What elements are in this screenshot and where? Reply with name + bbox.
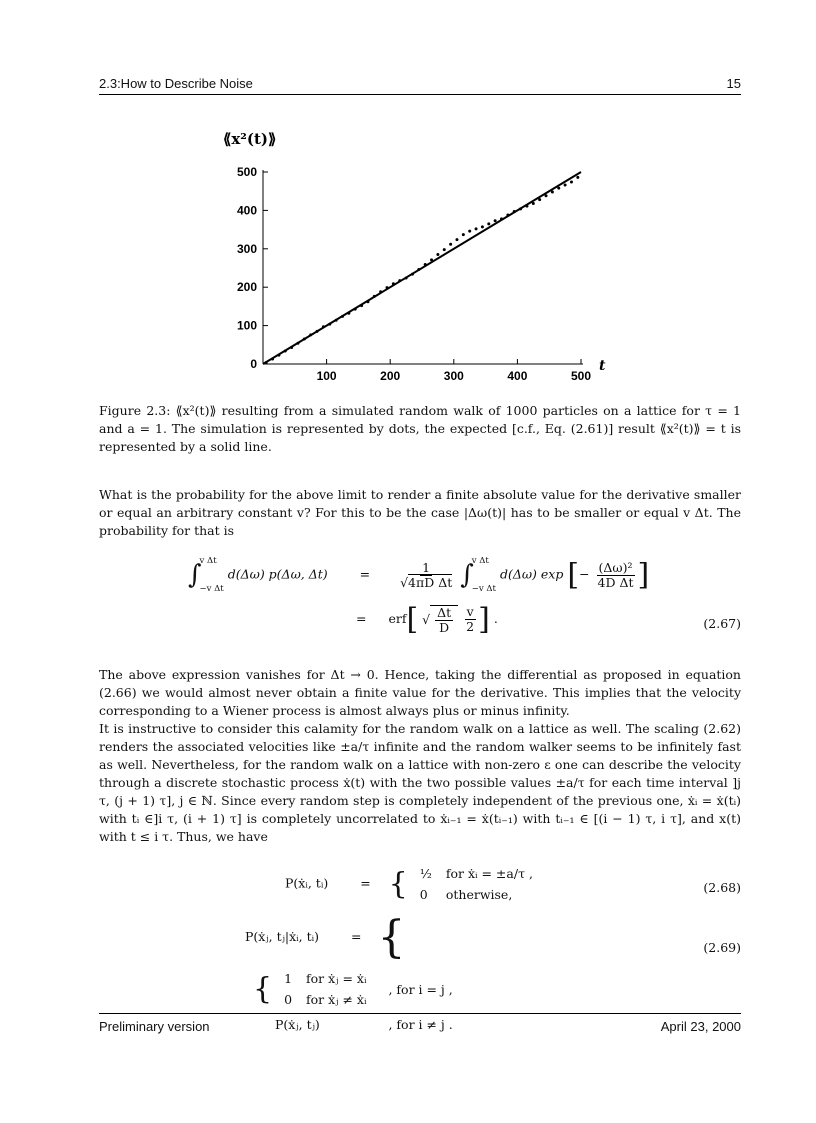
sim-dot [570, 180, 573, 183]
y-axis-label: ⟪x²(t)⟫ [223, 130, 277, 148]
paragraph-1: What is the probability for the above limit to render a finite absolute value for the derivative smaller or equal an arbitrary constant v? For this to be the case |Δω(t)| has to be smaller or equal v Δt. The probability for that is [99, 487, 741, 538]
page-number: 15 [726, 76, 741, 91]
int-upper: v Δt [199, 556, 217, 566]
equation-2-67-line2: = erf[ √ $\frac{\Delta t}{D}$ $\frac{v}{2}$ ] . [356, 602, 498, 637]
sim-dot [487, 222, 490, 225]
equation-2-67-line1: ∫ v Δt −v Δt d(Δω) p(Δω, Δt) = $\frac{1}{\text{√4πD Δt}}$ ∫ v Δt −v Δt d(Δω) exp [− $\frac{\text{(Δω)²}}{\text{4D Δt}}$ ] [188, 556, 650, 594]
equation-2-69: P(ẋⱼ, tⱼ|ẋᵢ, tᵢ) = { { 1 for ẋⱼ = ẋᵢ 0 for ẋⱼ ≠ ẋᵢ , for i = j , P(ẋⱼ, tⱼ) , for i ≠ j . [245, 912, 453, 1032]
sim-dot [455, 238, 458, 241]
equation-number-2-68: (2.68) [703, 880, 741, 895]
int-lower: −v Δt [199, 584, 224, 594]
figure-caption: Figure 2.3: ⟪x²(t)⟫ resulting from a simulated random walk of 1000 particles on a lattice for τ = 1 and a = 1. The simulation is represented by dots, the expected [c.f., Eq. (2.61)] result ⟪x²(t)⟫ = t is represented by a solid line. [99, 403, 741, 454]
paragraph-3: It is instructive to consider this calamity for the random walk on a lattice as well. The scaling (2.62) renders the associated velocities like ±a/τ infinite and the random walker seems to be infinitely fast as well. Nevertheless, for the random walk on a lattice with non-zero ε one can describe the velocity through a discrete stochastic process ẋ(t) with the two possible values ±a/τ for each time interval ]j τ, (j + 1) τ], j ∈ ℕ. Since every random step is completely independent of the previous one, ẋᵢ = ẋ(tᵢ) with tᵢ ∈]i τ, (i + 1) τ] is completely uncorrelated to ẋᵢ₋₁ = ẋ(tᵢ₋₁) with tᵢ₋₁ ∈ [(i − 1) τ, i τ], and x(t) with t ≤ i τ. Thus, we have [99, 721, 741, 844]
x-tick-label: 400 [507, 369, 528, 383]
sim-dot [475, 227, 478, 230]
y-tick-label: 300 [236, 241, 257, 256]
equals-sign: = [359, 566, 371, 582]
equation-number-2-67: (2.67) [703, 616, 741, 631]
sim-dot [481, 225, 484, 228]
x-tick-label: 300 [443, 369, 464, 383]
sim-dot [462, 233, 465, 236]
y-tick-label: 400 [236, 203, 257, 218]
prefactor: $\frac{1}{\text{√4πD Δt}}$ [400, 559, 453, 590]
sim-dot [443, 248, 446, 251]
equation-2-68: P(ẋᵢ, tᵢ) = { ½ for ẋᵢ = ±a/τ , 0 otherwise, [285, 866, 533, 902]
msd-plot [205, 122, 625, 387]
page-footer [99, 1013, 741, 1034]
y-tick-label: 0 [250, 357, 257, 371]
paragraph-2: The above expression vanishes for Δt → 0. Hence, taking the differential as proposed in equation (2.66) we would almost never obtain a finite value for the derivative. This implies that the velocity corresponding to a Wiener process is almost always plus or minus infinity. [99, 667, 741, 718]
integral-sign: ∫ [188, 560, 202, 590]
section-title: 2.3:How to Describe Noise [99, 76, 253, 91]
x-axis-label: t [599, 358, 606, 374]
exponent-fraction: $\frac{\text{(Δω)²}}{\text{4D Δt}}$ [597, 559, 634, 590]
footer-version: Preliminary version [99, 1019, 210, 1034]
lhs-integrand: d(Δω) p(Δω, Δt) [227, 566, 328, 582]
footer-date: April 23, 2000 [660, 1019, 741, 1034]
expected-line [263, 172, 581, 364]
y-tick-label: 100 [236, 318, 257, 333]
x-tick-label: 500 [570, 369, 592, 383]
erf: erf [388, 611, 407, 626]
sim-dot [468, 230, 471, 233]
sim-dot [494, 219, 497, 222]
figure-2-3 [205, 122, 625, 387]
x-tick-label: 100 [316, 369, 337, 383]
running-header [99, 76, 741, 95]
y-tick-label: 200 [236, 280, 257, 295]
sim-dot [436, 253, 439, 256]
sim-dot [564, 184, 567, 187]
integral-sign-2: ∫ [460, 560, 474, 590]
y-tick-label: 500 [236, 165, 257, 179]
sim-dot [449, 243, 452, 246]
equation-number-2-69: (2.69) [703, 940, 741, 955]
sim-dot [576, 176, 579, 179]
x-tick-label: 200 [380, 369, 401, 383]
rhs-integrand: d(Δω) exp [499, 566, 564, 582]
